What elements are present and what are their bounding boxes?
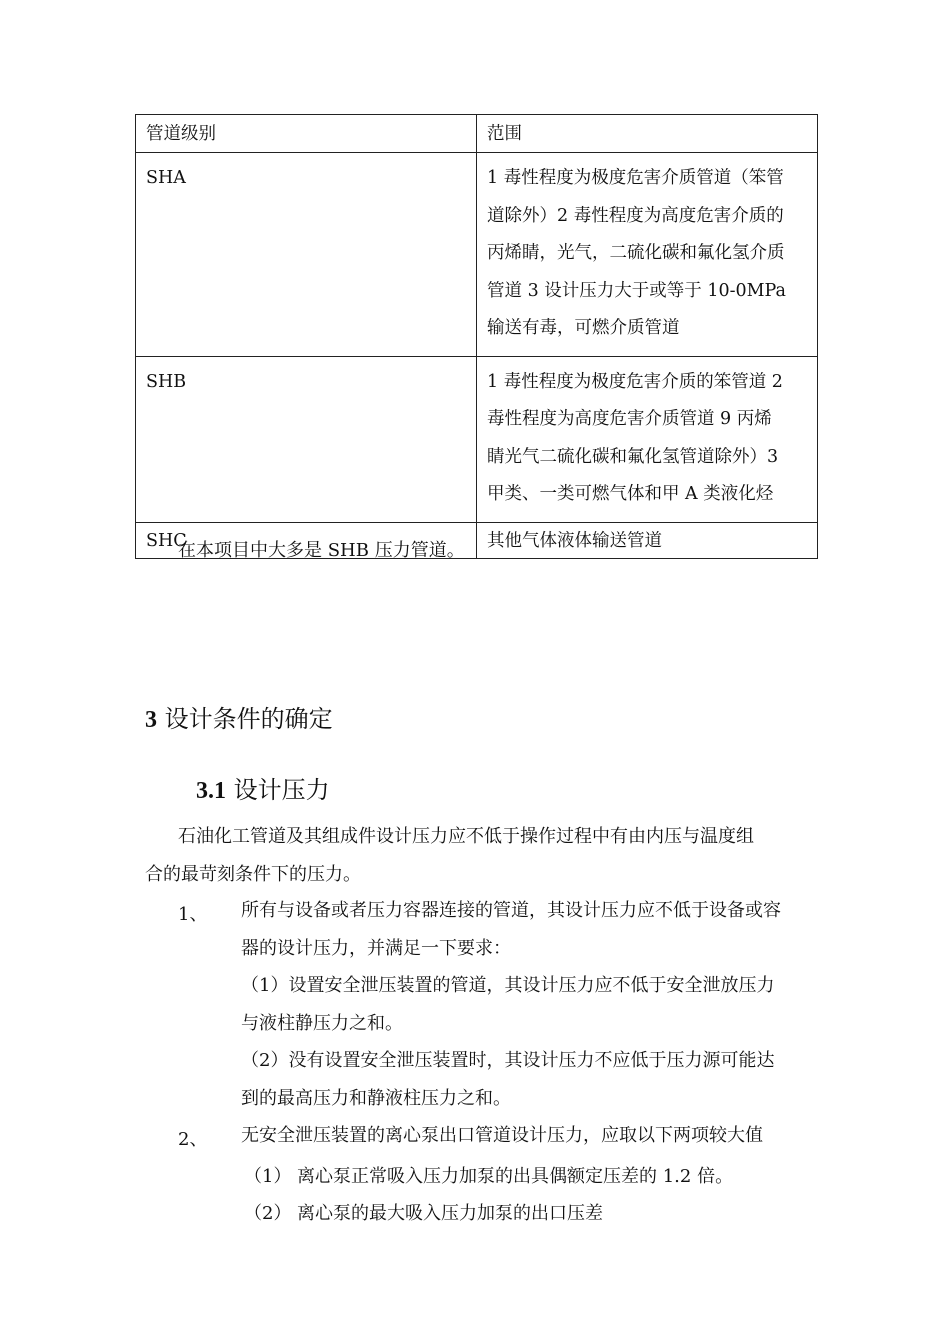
scope-line: 管道 3 设计压力大于或等于 10-0MPa: [487, 280, 786, 301]
intro-line: 石油化工管道及其组成件设计压力应不低于操作过程中有由内压与温度组: [178, 826, 754, 847]
subitem-line: 与液柱静压力之和。: [241, 1013, 403, 1034]
list-marker: 2、: [178, 1129, 208, 1150]
table-header-row: [136, 115, 818, 153]
list-item-line: 器的设计压力，并满足一下要求：: [241, 938, 511, 959]
list-marker: 1、: [178, 904, 208, 925]
scope-line: 输送有毒，可燃介质管道: [487, 318, 680, 338]
subsection-title: 设计压力: [233, 776, 330, 804]
scope-line: 甲类、一类可燃气体和甲 A 类液化烃: [487, 484, 774, 504]
subsection-heading: [196, 770, 330, 805]
table-row: [136, 153, 818, 357]
section-title: 设计条件的确定: [164, 705, 333, 733]
subsection-number: 3.1: [196, 778, 226, 804]
row-grade: SHC: [136, 522, 477, 558]
subitem-text: 离心泵的最大吸入压力加泵的出口压差: [297, 1203, 603, 1224]
subitem-text: 离心泵正常吸入压力加泵的出具偶额定压差的 1.2 倍。: [297, 1166, 734, 1187]
scope-line: 睛光气二硫化碳和氟化氢管道除外）3: [487, 446, 779, 467]
list-item-line: 无安全泄压装置的离心泵出口管道设计压力，应取以下两项较大值: [241, 1125, 763, 1146]
scope-line: 1 毒性程度为极度危害介质管道（笨管: [487, 168, 784, 188]
table-row: [136, 356, 818, 522]
section-number: 3: [145, 707, 157, 733]
row-grade: SHA: [136, 153, 477, 357]
scope-line: 道除外）2 毒性程度为高度危害介质的: [487, 205, 784, 226]
list-item-line: 所有与设备或者压力容器连接的管道，其设计压力应不低于设备或容: [241, 900, 781, 921]
row-scope: [477, 356, 818, 522]
row-grade: SHB: [136, 356, 477, 522]
row-scope: 其他气体液体输送管道: [477, 522, 818, 558]
subitem-line: （1）设置安全泄压装置的管道，其设计压力应不低于安全泄放压力: [241, 975, 775, 996]
subitem-marker: （1）: [244, 1166, 292, 1187]
intro-line: 合的最苛刻条件下的压力。: [145, 864, 361, 885]
section-heading: [145, 699, 333, 734]
table-note: 在本项目中大多是 SHB 压力管道。: [178, 540, 465, 561]
subitem-line: 到的最高压力和静液柱压力之和。: [241, 1088, 511, 1109]
row-scope: [477, 153, 818, 357]
scope-line: 毒性程度为高度危害介质管道 9 丙烯: [487, 409, 772, 429]
subitem-marker: （2）: [244, 1203, 292, 1224]
scope-line: 1 毒性程度为极度危害介质的笨管道 2: [487, 371, 783, 392]
header-grade: 管道级别: [136, 115, 477, 153]
scope-line: 丙烯睛，光气，二硫化碳和氟化氢介质: [487, 243, 785, 263]
pipeline-grade-table: [135, 114, 818, 559]
subitem-line: （2）没有设置安全泄压装置时，其设计压力不应低于压力源可能达: [241, 1050, 775, 1071]
header-scope: 范围: [477, 115, 818, 153]
